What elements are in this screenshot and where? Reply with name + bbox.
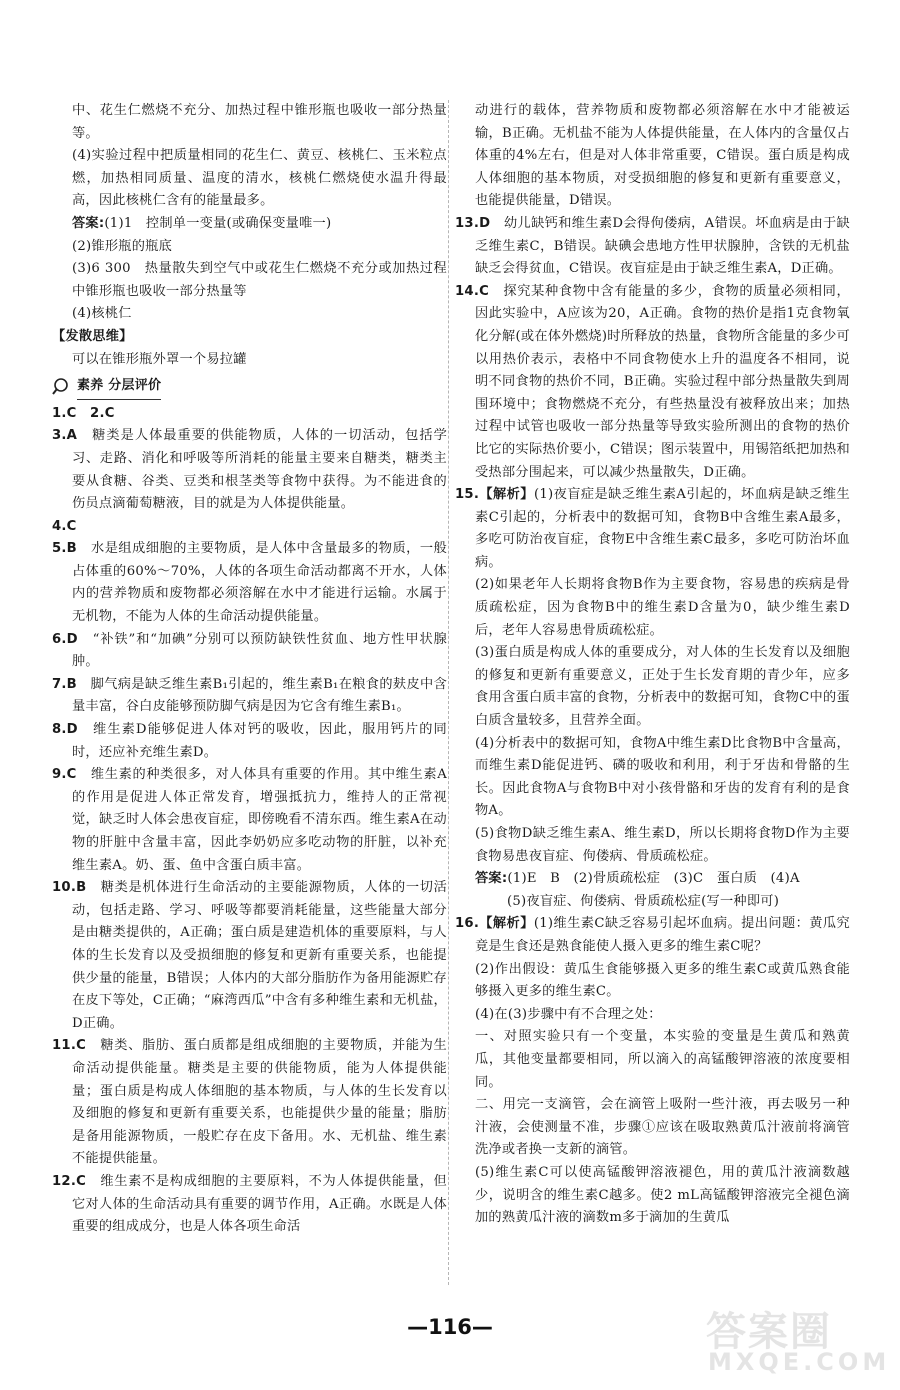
section-header [52, 375, 447, 400]
column-divider [448, 100, 449, 1285]
q16-p6: (5)维生素C可以使高锰酸钾溶液褪色，用的黄瓜汁液滴数越少，说明含的维生素C越多。使2 mL高锰酸钾溶液完全褪色滴加的熟黄瓜汁液的滴数m多于滴加的生黄瓜 [475, 1164, 850, 1226]
answer-item [52, 877, 447, 1035]
answer-item [455, 213, 850, 281]
item-number: 6.D [52, 631, 78, 647]
item-text: 维生素不是构成细胞的主要原料，不为人体提供能量，但它对人体的生命活动具有重要的调节作用，A正确。水既是人体重要的组成成分，也是人体各项生命活 [72, 1173, 447, 1235]
q15-label: 15.【解析】 [455, 487, 534, 503]
q16-p5: 二、用完一支滴管，会在滴管上吸附一些汁液，再去吸另一种汁液，会使测量不准，步骤①应该在吸取熟黄瓜汁液前将滴管洗净或者换一支新的滴管。 [475, 1097, 850, 1158]
answer-item [52, 403, 447, 426]
item-number: 14.C [455, 283, 490, 299]
section-title: 素养 分层评价 [77, 375, 161, 400]
q15-answer-2: (5)夜盲症、佝偻病、骨质疏松症(写一种即可) [507, 893, 780, 909]
answer-item [52, 629, 447, 674]
item-number: 9.C [52, 767, 77, 783]
item-text: “补铁”和“加碘”分别可以预防缺铁性贫血、地方性甲状腺肿。 [72, 631, 447, 670]
q16-label: 16.【解析】 [455, 916, 534, 932]
answer-2: (2)锥形瓶的瓶底 [72, 238, 173, 254]
answer-item [52, 425, 447, 515]
answer-line-1 [52, 213, 447, 236]
left-intro-line-1: 中、花生仁燃烧不充分、加热过程中锥形瓶也吸收一部分热量等。 [72, 103, 447, 141]
q12-continuation: 动进行的载体，营养物质和废物都必须溶解在水中才能被运输，B正确。无机盐不能为人体提供能量，在人体内的含量仅占体重的4%左右，但是对人体非常重要，C错误。蛋白质是构成人体细胞的基本物质，对受损细胞的修复和更新有重要意义，也能提供能量，D错误。 [475, 103, 850, 209]
item-text: 糖类是机体进行生命活动的主要能源物质，人体的一切活动，包括走路、学习、呼吸等都要消耗能量，这些能量大部分是由糖类提供的，A正确；蛋白质是建造机体的重要原料，与人体的生长发育以及受损细胞的修复和更新有重要关系，也能提供少量的能量，B错误；人体内的大部分脂肪作为备用能源贮存在皮下等处，C正确；“麻湾西瓜”中含有多种维生素和无机盐，D正确。 [72, 880, 447, 1031]
item-text: 糖类、脂肪、蛋白质都是组成细胞的主要物质，并能为生命活动提供能量。糖类是主要的供能物质，能为人体提供能量；蛋白质是构成人体细胞的基本物质，与人体的生长发育以及细胞的修复和更新有重要关系，也能提供少量的能量；脂肪是备用能源物质，一般贮存在皮下备用。水、无机盐、维生素不能提供能量。 [72, 1038, 447, 1167]
magnifier-icon [52, 377, 74, 397]
watermark-top: 答案圈 [706, 1309, 832, 1355]
answer-item [52, 764, 447, 877]
answer-item [52, 1171, 447, 1239]
q15-p3: (3)蛋白质是构成人体的重要成分，对人体的生长发育以及细胞的修复和更新有重要意义，正处于生长发育期的青少年，应多食用含蛋白质丰富的食物，分析表中的数据可知，食物C中的蛋白质含量较多，且营养全面。 [475, 645, 850, 729]
item-number: 3.A [52, 428, 78, 444]
item-number: 12.C [52, 1173, 87, 1189]
right-items [455, 213, 850, 484]
item-text: 探究某种食物中含有能量的多少，食物的质量必须相同，因此实验中，A应该为20，A正确。食物的热价是指1克食物氧化分解(或在体外燃烧)时所释放的热量，食物所含能量的多少可以用热价表示，表格中不同食物使水上升的温度各不相同，说明不同食物的热价不同，B正确。实验过程中部分热量散失到周围环境中；食物燃烧不充分，有些热量没有被释放出来；加热过程中试管也吸收一部分热量等导致实验所测出的食物的热价比它的实际热价要小，C错误；图示装置中，用锡箔纸把加热和受热部分围起来，可以减少热量散失，D正确。 [475, 283, 850, 480]
item-number: 13.D [455, 215, 491, 231]
q15-answer-1: 答案:(1)E B (2)骨质疏松症 (3)C 蛋白质 (4)A [475, 871, 800, 887]
item-text: 维生素D能够促进人体对钙的吸收，因此，服用钙片的同时，还应补充维生素D。 [72, 722, 447, 760]
q16-p3: (4)在(3)步骤中有不合理之处： [475, 1006, 662, 1022]
answer-3: (3)6 300 热量散失到空气中或花生仁燃烧不充分或加热过程中锥形瓶也吸收一部分热量等 [72, 261, 447, 299]
page-number: —116— [407, 1315, 493, 1339]
item-text: 水是组成细胞的主要物质，是人体中含量最多的物质，一般占体重的60%～70%，人体的各项生命活动都离不开水，人体内的营养物质和废物都必须溶解在水中才能进行运输。水属于无机物，不能为人体的生命活动提供能量。 [72, 541, 447, 625]
q16-p1: 16.【解析】(1)维生素C缺乏容易引起坏血病。提出问题：黄瓜究竟是生食还是熟食能使人摄入更多的维生素C呢？ [455, 916, 850, 954]
answer-item [52, 516, 447, 539]
answer-4: (4)核桃仁 [72, 306, 132, 322]
q15-p1: 15.【解析】(1)夜盲症是缺乏维生素A引起的，坏血病是缺乏维生素C引起的，分析表中的数据可知，食物B中含维生素A最多，多吃可防治夜盲症，食物E中含维生素C最多，多吃可防治坏血病。 [455, 487, 850, 570]
item-text: 糖类是人体最重要的供能物质，人体的一切活动，包括学习、走路、消化和呼吸等所消耗的能量主要来自糖类，糖类主要从食糖、谷类、豆类和根茎类等食物中获得。为不能进食的伤员点滴葡萄糖液，目的就是为人体提供能量。 [72, 428, 447, 512]
left-intro-line-2: (4)实验过程中把质量相同的花生仁、黄豆、核桃仁、玉米粒点燃，加热相同质量、温度的清水，核桃仁燃烧使水温升得最高，因此核桃仁含有的能量最多。 [72, 148, 447, 209]
right-column [455, 100, 850, 1285]
q15-p5: (5)食物D缺乏维生素A、维生素D，所以长期将食物D作为主要食物易患夜盲症、佝偻病、骨质疏松症。 [475, 826, 850, 864]
answer-item [52, 538, 447, 628]
left-column [52, 100, 447, 1290]
item-number: 1.C 2.C [52, 405, 115, 421]
watermark-bottom: MXQE.COM [708, 1348, 891, 1376]
item-text: 维生素的种类很多，对人体具有重要的作用。其中维生素A的作用是促进人体正常发育，增强抵抗力，维持人的正常视觉，缺乏时人体会患夜盲症，即傍晚看不清东西。维生素A在动物的肝脏中含量丰富，因此李奶奶应多吃动物的肝脏，以补充维生素A。奶、蛋、鱼中含蛋白质丰富。 [72, 767, 447, 873]
left-items [52, 403, 447, 1239]
divergent-title: 【发散思维】 [52, 328, 133, 344]
answer-item [52, 674, 447, 719]
item-number: 10.B [52, 880, 87, 896]
answer-item [52, 1035, 447, 1171]
answer-label: 答案: [72, 215, 105, 231]
answer-item [52, 719, 447, 764]
q16-p2: (2)作出假设：黄瓜生食能够摄入更多的维生素C或黄瓜熟食能够摄入更多的维生素C。 [475, 961, 850, 1000]
item-number: 11.C [52, 1038, 87, 1054]
item-text: 脚气病是缺乏维生素B₁引起的，维生素B₁在粮食的麸皮中含量丰富，谷白皮能够预防脚气病是因为它含有维生素B₁。 [72, 676, 447, 715]
item-number: 7.B [52, 676, 77, 692]
answer-1: (1)1 控制单一变量(或确保变量唯一) [104, 215, 332, 231]
answer-item [455, 281, 850, 484]
q16-p4: 一、对照实验只有一个变量，本实验的变量是生黄瓜和熟黄瓜，其他变量都要相同，所以滴入的高锰酸钾溶液的浓度要相同。 [475, 1029, 850, 1090]
item-text: 幼儿缺钙和维生素D会得佝偻病，A错误。坏血病是由于缺乏维生素C，B错误。缺碘会患地方性甲状腺肿，含铁的无机盐缺乏会得贫血，C错误。夜盲症是由于缺乏维生素A，D正确。 [475, 215, 850, 277]
item-number: 8.D [52, 722, 78, 738]
q15-p4: (4)分析表中的数据可知，食物A中维生素D比食物B中含量高，而维生素D能促进钙、磷的吸收和利用，利于牙齿和骨骼的生长。因此食物A与食物B中对小孩骨骼和牙齿的发育有利的是食物A。 [475, 735, 850, 819]
q15-p2: (2)如果老年人长期将食物B作为主要食物，容易患的疾病是骨质疏松症，因为食物B中的维生素D含量为0，缺少维生素D后，老年人容易患骨质疏松症。 [475, 577, 850, 638]
divergent-text: 可以在锥形瓶外罩一个易拉罐 [72, 351, 247, 367]
watermark-logo [698, 1300, 891, 1380]
item-number: 5.B [52, 541, 77, 557]
item-number: 4.C [52, 518, 77, 534]
